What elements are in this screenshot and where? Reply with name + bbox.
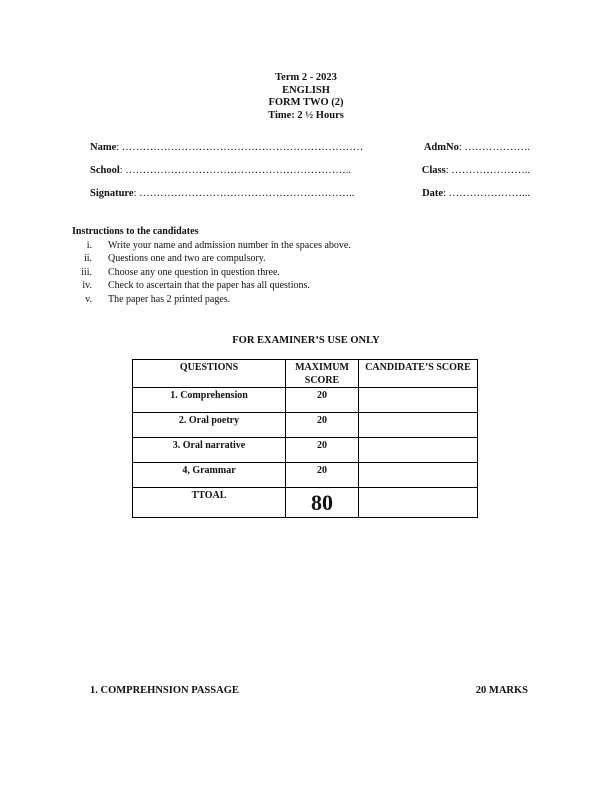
table-row — [133, 438, 478, 463]
candidate-score-cell[interactable] — [359, 463, 478, 488]
instruction-item — [72, 279, 351, 293]
exam-header — [0, 72, 612, 122]
candidate-fields — [90, 142, 530, 211]
instructions-list — [72, 239, 351, 307]
signature-label: Signature — [90, 188, 134, 199]
class-label: Class — [421, 165, 446, 176]
form-line: FORM TWO (2) — [268, 97, 344, 108]
signature-field[interactable]: : …………………………………………………….. — [133, 188, 355, 199]
candidate-score-cell[interactable] — [359, 438, 478, 463]
question-cell: 1. Comprehension — [133, 388, 286, 413]
instruction-item — [72, 293, 351, 307]
total-row — [133, 488, 478, 518]
instruction-text: Questions one and two are compulsory. — [108, 253, 266, 265]
total-candidate-score[interactable] — [359, 488, 478, 518]
table-row — [133, 388, 478, 413]
maximum-score-header: MAXIMUM SCORE — [286, 360, 359, 388]
instruction-item — [72, 239, 351, 253]
subject-line: ENGLISH — [282, 84, 330, 96]
candidate-score-header: CANDIDATE’S SCORE — [359, 360, 478, 388]
school-field[interactable]: : ……………………………………………………….. — [119, 165, 352, 176]
score-table — [132, 359, 478, 518]
admno-field[interactable]: : ………………. — [458, 142, 530, 153]
instruction-text: Check to ascertain that the paper has all questions. — [108, 280, 310, 292]
max-score-cell: 20 — [286, 463, 359, 488]
question-cell: 2. Oral poetry — [133, 413, 286, 438]
candidate-score-cell[interactable] — [359, 413, 478, 438]
name-label: Name — [90, 142, 117, 153]
instruction-number: i. — [86, 239, 92, 251]
instructions — [72, 225, 351, 307]
score-table-header — [133, 360, 478, 388]
time-line: Time: 2 ½ Hours — [268, 109, 344, 121]
school-row — [90, 165, 530, 188]
instruction-number: ii. — [83, 253, 92, 265]
name-field[interactable]: : …………………………………………………………… — [116, 142, 364, 153]
section-title: 1. COMPREHNSION PASSAGE — [90, 685, 239, 696]
question-cell: 3. Oral narrative — [133, 438, 286, 463]
instruction-text: The paper has 2 printed pages. — [108, 293, 231, 305]
instruction-number: iv. — [82, 280, 92, 292]
total-label: TTOAL — [133, 488, 286, 518]
max-score-cell: 20 — [286, 438, 359, 463]
max-score-cell: 20 — [286, 388, 359, 413]
signature-row — [90, 188, 530, 211]
total-max-score: 80 — [286, 488, 359, 518]
date-label: Date — [422, 188, 444, 199]
candidate-score-cell[interactable] — [359, 388, 478, 413]
section-marks: 20 MARKS — [475, 685, 528, 696]
table-row — [133, 463, 478, 488]
instruction-text: Write your name and admission number in the spaces above. — [108, 239, 351, 251]
term-line: Term 2 - 2023 — [275, 72, 337, 83]
examiner-title: FOR EXAMINER’S USE ONLY — [232, 335, 380, 346]
instruction-item — [72, 252, 351, 266]
instruction-number: v. — [85, 293, 92, 305]
instructions-title: Instructions to the candidates — [72, 226, 199, 237]
max-score-cell: 20 — [286, 413, 359, 438]
instruction-item — [72, 266, 351, 280]
instruction-number: iii. — [81, 266, 92, 278]
date-field[interactable]: : …………………... — [443, 188, 530, 199]
questions-header: QUESTIONS — [133, 360, 286, 388]
name-row — [90, 142, 530, 165]
admno-label: AdmNo — [423, 142, 459, 153]
class-field[interactable]: : ………………….. — [445, 165, 530, 176]
school-label: School — [90, 165, 120, 176]
instruction-text: Choose any one question in question three. — [108, 266, 280, 278]
table-row — [133, 413, 478, 438]
question-cell: 4, Grammar — [133, 463, 286, 488]
